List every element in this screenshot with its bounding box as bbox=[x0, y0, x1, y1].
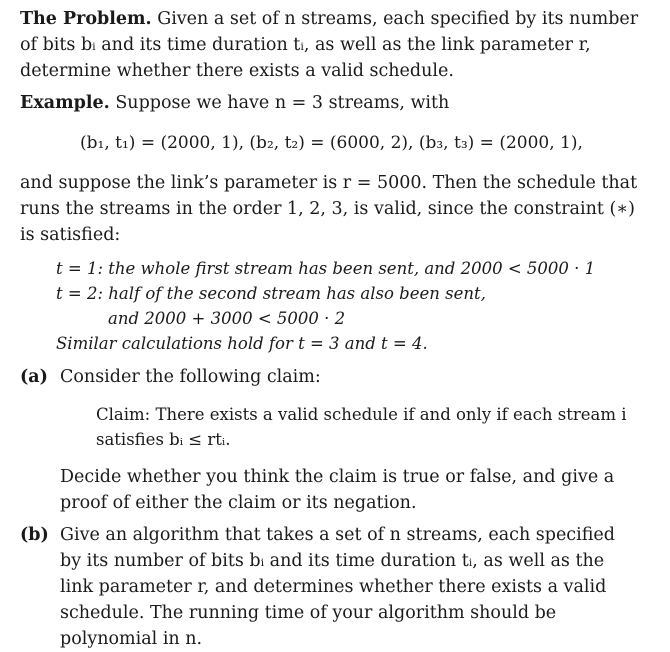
part-a bbox=[20, 364, 640, 516]
problem-heading: The Problem. bbox=[20, 9, 152, 29]
part-a-decide: Decide whether you think the claim is true or false, and give a proof of either the claim or its negation. bbox=[60, 467, 615, 513]
part-a-label: (a) bbox=[20, 367, 48, 387]
example-steps bbox=[20, 256, 640, 356]
part-a-claim: Claim: There exists a valid schedule if and only if each stream i satisfies bᵢ ≤ rtᵢ. bbox=[96, 405, 627, 449]
part-b-text: Give an algorithm that takes a set of n streams, each specified by its number of bits bᵢ and its time duration tᵢ, as well as the link parameter r, and determines whether there exists a valid schedule. The running time of your algorithm should be polynomial in n. bbox=[60, 525, 615, 649]
example-heading: Example. bbox=[20, 93, 110, 113]
example-intro: Suppose we have n = 3 streams, with bbox=[109, 93, 450, 113]
problem-text: Given a set of n streams, each specified by its number of bits bᵢ and its time duration tᵢ, as well as the link parameter r, determine whether there exists a valid schedule. bbox=[20, 9, 639, 81]
example-stream-pairs: (b₁, t₁) = (2000, 1), (b₂, t₂) = (6000, 2), (b₃, t₃) = (2000, 1), bbox=[80, 133, 583, 153]
step-2-continued: and 2000 + 3000 < 5000 · 2 bbox=[108, 309, 346, 328]
part-b bbox=[20, 522, 640, 652]
part-a-intro: Consider the following claim: bbox=[60, 367, 321, 387]
example-paragraph bbox=[20, 90, 640, 116]
example-after-text: and suppose the link’s parameter is r = 5000. Then the schedule that runs the streams in the order 1, 2, 3, is valid, since the constraint (∗) is satisfied: bbox=[20, 173, 638, 245]
similar-calculations: Similar calculations hold for t = 3 and t = 4. bbox=[56, 334, 428, 353]
part-b-label: (b) bbox=[20, 525, 49, 545]
step-1: t = 1: the whole first stream has been sent, and 2000 < 5000 · 1 bbox=[56, 259, 596, 278]
step-2: t = 2: half of the second stream has also been sent, bbox=[56, 284, 486, 303]
problem-paragraph bbox=[20, 6, 640, 84]
